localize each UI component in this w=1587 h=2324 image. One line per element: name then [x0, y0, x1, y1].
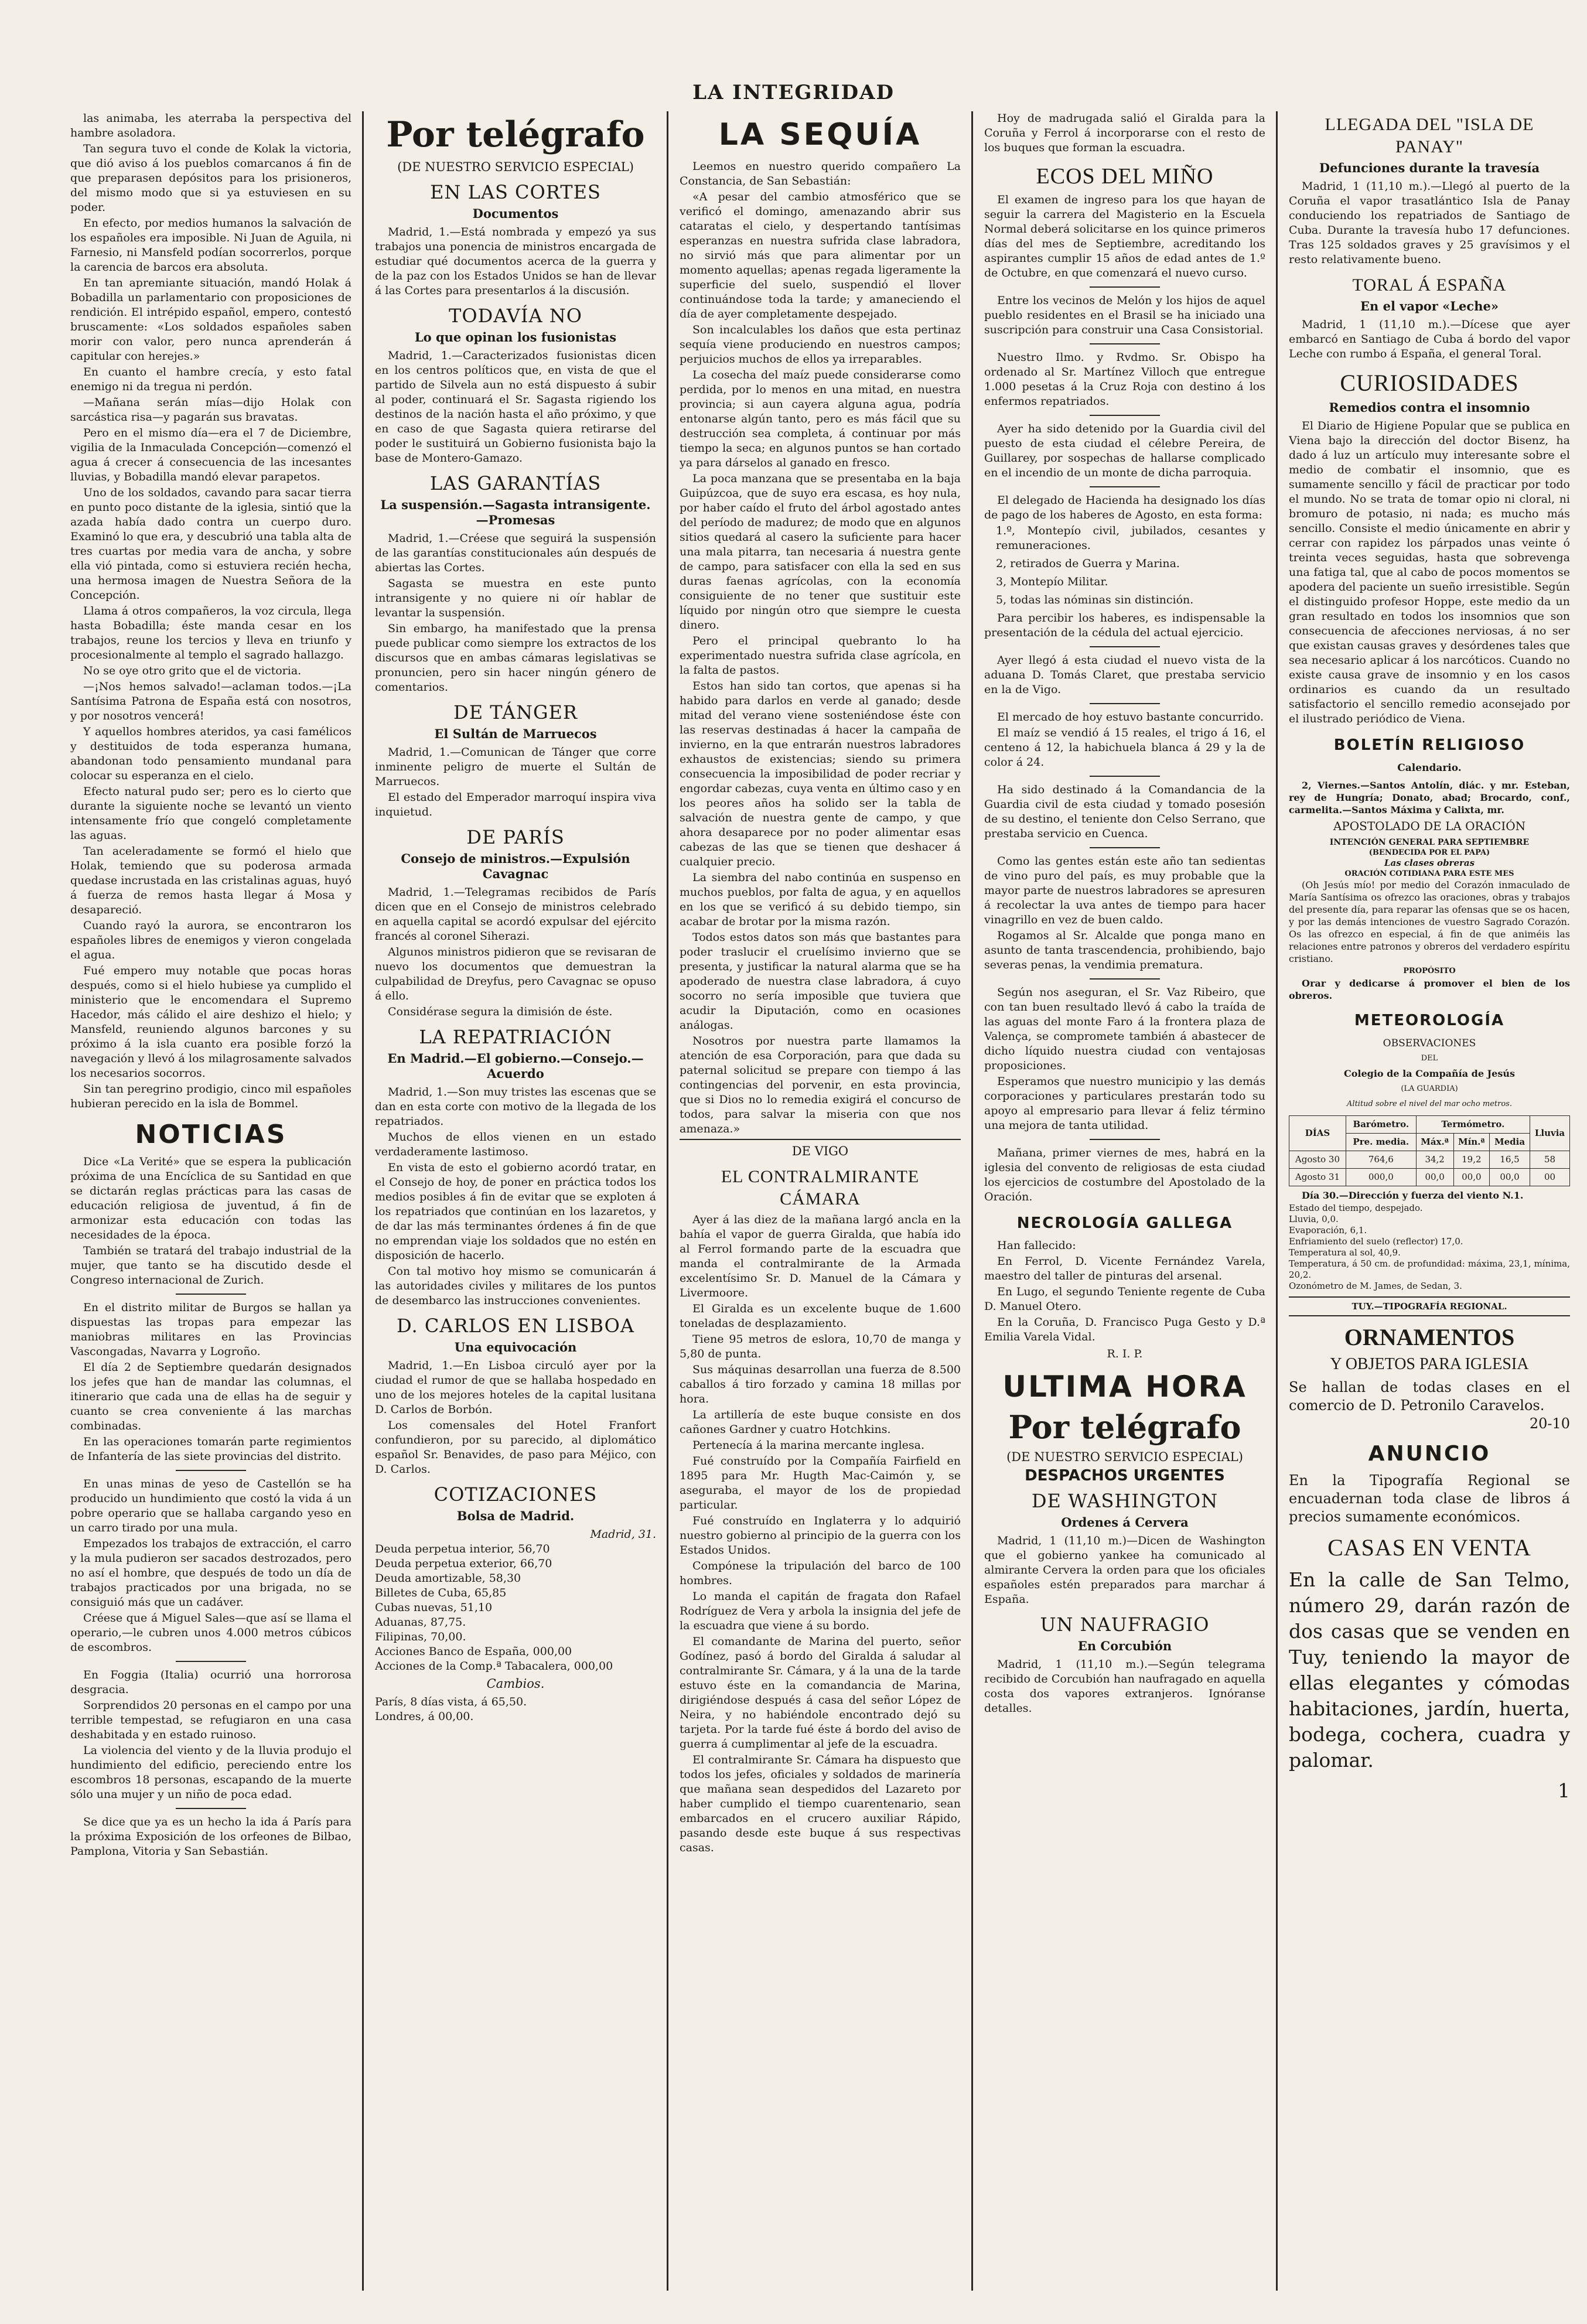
news-item: Ayer llegó á esta ciudad el nuevo vista de la aduana D. Tomás Claret, que prestaba servicio en la de Vigo. — [984, 654, 1265, 696]
subhead-caption: (LA GUARDIA) — [1401, 1084, 1458, 1093]
news-item: Esperamos que nuestro municipio y las demás corporaciones y particulares prestarán todo su apoyo al empresario para llevar á feliz término una mejora de tanta utilidad. — [984, 1075, 1265, 1132]
section-title-telegrafo-2: Por telégrafo — [1008, 1408, 1241, 1446]
news-item: El maíz se vendió á 15 reales, el trigo á 16, el centeno á 12, la habichuela blanca á 29 y la de color á 24. — [984, 726, 1265, 769]
article-paragraph: El contralmirante Sr. Cámara ha dispuesto que todos los jefes, oficiales y soldados de marinería que mañana sean despedidos del Lazareto por haber cumplido el tiempo cuarentenario, sean embarcados en el crucero auxiliar Rápido, pasando desde este buque á sus respectivas casas. — [680, 1753, 961, 1854]
article-paragraph: No se oye otro grito que el de victoria. — [83, 664, 302, 677]
subhead-caption: Colegio de la Compañía de Jesús — [1344, 1068, 1515, 1079]
article-paragraph: «A pesar del cambio atmosférico que se verificó el domingo, amenazando abrir sus cataratas el cielo, y despertando tantísimas esperanzas en nuestra sufrida clase labradora, no sirvió más que para alimentar por un momento aquellas; apenas regada ligeramente la superficie del suelo, suspendió el llover continuándose toda la tarde; y amaneciendo el día de ayer completamente despejado. — [680, 190, 961, 320]
news-item: Para percibir los haberes, es indispensable la presentación de la cédula del actual ejercicio. — [984, 612, 1265, 639]
article-paragraph: Fué empero muy notable que pocas horas después, como si el hielo hubiese ya cumplido el ministerio que le encomendara el Supremo Hacedor, más cálido el aire deshizo el hielo; y Mansfeld, reuniendo algunos barcones y su próximo á la isla cuanto era posible forzó la navegación y llevó á los milagrosamente salvados los necesarios socorros. — [70, 964, 351, 1080]
ad-title-ornamentos: ORNAMENTOS — [1344, 1324, 1515, 1350]
printer-imprint: TUY.—TIPOGRAFÍA REGIONAL. — [1289, 1296, 1570, 1316]
article-paragraph: Fué construído en Inglaterra y lo adquirió nuestro gobierno al principio de la guerra con los Estados Unidos. — [680, 1514, 961, 1557]
divider — [176, 1808, 246, 1809]
section-title-necrologia: NECROLOGÍA GALLEGA — [1016, 1214, 1233, 1232]
table-row — [1289, 1169, 1570, 1186]
subhead-despachos: DESPACHOS URGENTES — [1025, 1467, 1225, 1485]
subhead-caption: Las clases obreras — [1384, 858, 1475, 868]
subhead-caption: DEL — [1421, 1054, 1438, 1063]
article-paragraph: las animaba, les aterraba la perspectiva del hambre asoladora. — [70, 112, 351, 139]
weather-note: Ozonómetro de M. James, de Sedan, 3. — [1289, 1281, 1462, 1291]
section-title-toral: TORAL Á ESPAÑA — [1352, 275, 1507, 295]
dispatch-paragraph: Madrid, 1.—Créese que seguirá la suspensión de las garantías constitucionales aún después de abiertas las Cortes. — [375, 532, 656, 574]
table-header: Barómetro. — [1346, 1116, 1416, 1134]
table-cell: 16,5 — [1490, 1151, 1530, 1169]
subhead-caption: Consejo de ministros.—Expulsión Cavagnac — [401, 851, 630, 881]
subhead-paris: DE PARÍS — [466, 826, 565, 848]
divider — [1090, 486, 1160, 487]
article-paragraph: El comandante de Marina del puerto, señor Godínez, pasó á bordo del Giralda á saludar al contralmirante Sr. Cámara, y á la una de la tarde estuvo éste en la comandancia de Marina, dirigiéndose después á casa del señor López de Neira, y no habiéndole encontrado dejó su tarjeta. Por la tarde fué éste á bordo del aviso de guerra á cumplimentar al jefe de la escuadra. — [680, 1635, 961, 1750]
subhead-caption: (BENDECIDA POR EL PAPA) — [1368, 848, 1490, 857]
subhead-todavia: TODAVÍA NO — [448, 305, 582, 327]
news-item: El delegado de Hacienda ha designado los días de pago de los haberes de Agosto, en esta forma: — [984, 494, 1265, 521]
news-item: Nuestro Ilmo. y Rvdmo. Sr. Obispo ha ordenado al Sr. Martínez Villoch que entregue 1.000 pesetas á la Cruz Roja con destino á los enfermos repatriados. — [984, 351, 1265, 408]
section-title-meteorologia: METEOROLOGÍA — [1354, 1012, 1505, 1029]
dispatch-paragraph: Algunos ministros pidieron que se revisaran de nuevo los documentos que demuestran la culpabilidad de Dreyfus, pero Cavagnac se opuso á ello. — [375, 946, 656, 1002]
divider — [176, 1470, 246, 1471]
article-paragraph: Todos estos datos son más que bastantes para poder traslucir el cruelísimo invierno que se presenta, y justificar la natural alarma que se ha apoderado de nuestra clase labradora, á cuyo socorro no sería imposible que tuviera que acudir la Diputación, como en ocasiones análogas. — [680, 931, 961, 1032]
article-paragraph: Leemos en nuestro querido compañero La Constancia, de San Sebastián: — [680, 160, 961, 187]
obituary-rip: R. I. P. — [1107, 1347, 1143, 1360]
divider — [1090, 847, 1160, 848]
news-item: Empezados los trabajos de extracción, el carro y la mula pudieron ser sacados destrozados, pero no así el hombre, que después de todo un día de trabajos practicados por una brigada, no se consiguió más que un cadáver. — [70, 1537, 351, 1609]
subhead-repatriacion: LA REPATRIACIÓN — [419, 1026, 612, 1048]
article-paragraph: Pero en el mismo día—era el 7 de Diciembre, vigilia de la Inmaculada Concepción—comenzó el agua á crecer á consecuencia de las incesantes lluvias, y Bobadilla mandó elevar parapetos. — [70, 426, 351, 483]
section-title-curiosidades: CURIOSIDADES — [1340, 370, 1519, 396]
quote-row: Cubas nuevas, 51,10 — [375, 1601, 493, 1614]
divider — [176, 1661, 246, 1662]
news-item: El examen de ingreso para los que hayan de seguir la carrera del Magisterio en la Escuela Normal deberá solicitarse en los quince primeros días del mes de Septiembre, acreditando los aspirantes cumplir 15 años de edad antes de 1.º de Octubre, en que comenzará el nuevo curso. — [984, 193, 1265, 279]
weather-table — [1289, 1115, 1570, 1186]
subhead-caption: INTENCIÓN GENERAL PARA SEPTIEMBRE — [1329, 838, 1530, 847]
news-item: En las operaciones tomarán parte regimientos de Infantería de las siete provincias del distrito. — [70, 1435, 351, 1463]
dispatch-paragraph: Madrid, 1 (11,10 m.).—Dícese que ayer embarcó en Santiago de Cuba á bordo del vapor Leche con rumbo á España, el general Toral. — [1289, 318, 1570, 360]
news-item: Ayer ha sido detenido por la Guardia civil del puesto de esta ciudad el célebre Pereira, de Guillarey, por sospechas de hallarse complicado en el incendio de un monte de dicha parroquia. — [984, 422, 1265, 479]
article-paragraph: El Giralda es un excelente buque de 1.600 toneladas de desplazamiento. — [680, 1302, 961, 1330]
article-paragraph: La poca manzana que se presentaba en la baja Guipúzcoa, que de suyo era escasa, es hoy nula, por haber caído el fruto del árbol agostado antes del período de madurez; de modo que en algunos sitios quedará al casero la suficiente para hacer una mala pitarra, tan necesaria á nuestra gente de campo, para satisfacer con ella la sed en sus duras faenas agrícolas, con la economía consiguiente de no tener que sustituir este líquido por ningún otro que siempre le cuesta dinero. — [680, 472, 961, 632]
obituary-item: En la Coruña, D. Francisco Puga Gesto y D.ª Emilia Varela Vidal. — [984, 1316, 1265, 1343]
subhead-washington: DE WASHINGTON — [1031, 1490, 1219, 1512]
article-paragraph: La siembra del nabo continúa en suspenso en muchos pueblos, por falta de agua, y en aquellos en los que se verificó á su debido tiempo, sin acabar de brotar por la misma razón. — [680, 871, 961, 928]
table-header: Media — [1490, 1134, 1530, 1151]
column-rule — [362, 111, 364, 2291]
table-cell: Agosto 30 — [1289, 1151, 1346, 1169]
column-3 — [680, 111, 961, 2291]
quote-row: Deuda amortizable, 58,30 — [375, 1572, 521, 1585]
article-paragraph: Y aquellos hombres ateridos, ya casi famélicos y destituidos de toda esperanza humana, abandonan todo pensamiento mundanal para colocar su esperanza en el cielo. — [70, 725, 351, 782]
calendar-entry: 2, Viernes.—Santos Antolín, diác. y mr. Esteban, rey de Hungría; Donato, abad; Brocardo, conf., carmelita.—Santos Máxima y Calixta, mr. — [1289, 780, 1570, 815]
dispatch-paragraph: Considérase segura la dimisión de éste. — [388, 1005, 613, 1018]
news-item: En Foggia (Italia) ocurrió una horrorosa desgracia. — [70, 1668, 351, 1696]
section-heading-noticias: NOTICIAS — [135, 1120, 287, 1149]
subhead-caption: La suspensión.—Sagasta intransigente.—Promesas — [380, 497, 651, 527]
divider — [1090, 343, 1160, 344]
section-label-vigo: DE VIGO — [680, 1139, 961, 1159]
ad-subtitle: Y OBJETOS PARA IGLESIA — [1330, 1355, 1529, 1373]
subhead-caption: En Corcubión — [1077, 1639, 1172, 1653]
article-paragraph: En tan apremiante situación, mandó Holak á Bobadilla un parlamentario con proposiciones de rendición. El intrépido español, empero, contestó bruscamente: «Los soldados españoles saben morir con valor, pero nunca aprenderán á capitular con herejes.» — [70, 277, 351, 363]
dispatch-paragraph: Madrid, 1.—Está nombrada y empezó ya sus trabajos una ponencia de ministros encargada de estudiar qué documentos acerca de la guerra y de la paz con los Estados Unidos se han de llevar á las Cortes para presentarlos á la discusión. — [375, 226, 656, 297]
table-cell: 19,2 — [1453, 1151, 1490, 1169]
divider — [1090, 1139, 1160, 1140]
divider — [1090, 703, 1160, 704]
article-paragraph: Llama á otros compañeros, la voz circula, llega hasta Bobadilla; éste manda cesar en los trabajos, reune los tercios y lleva en triunfo y procesionalmente al templo el sagrado hallazgo. — [70, 605, 351, 661]
news-item: En unas minas de yeso de Castellón se ha producido un hundimiento que costó la vida á un pobre operario que se hallaba cargando yeso en un carro tirado por una mula. — [70, 1477, 351, 1534]
article-paragraph: Uno de los soldados, cavando para sacar tierra en punto poco distante de la iglesia, sintió que la azada había dado contra un cuerpo duro. Examinó lo que era, y descubrió una tabla alta de tres cuartas por media vara de ancha, y sobre ella vió pintada, como si estuviera recién hecha, una hermosa imagen de Nuestra Señora de la Concepción. — [70, 486, 351, 602]
subhead-caption: En el vapor «Leche» — [1360, 299, 1499, 313]
subhead-caption: Lo que opinan los fusionistas — [414, 330, 617, 344]
quote-date: Madrid, 31. — [590, 1528, 656, 1541]
weather-note: Lluvia, 0,0. — [1289, 1214, 1339, 1224]
subhead-garantias: LAS GARANTÍAS — [429, 472, 602, 494]
dispatch-paragraph: Madrid, 1.—Comunican de Tánger que corre inminente peligro de muerte el Sultán de Marruecos. — [375, 746, 656, 788]
news-item: Se dice que ya es un hecho la ida á París para la próxima Exposición de los orfeones de Bilbao, Pamplona, Vitoria y San Sebastián. — [70, 1815, 351, 1858]
article-paragraph: En cuanto el hambre crecía, y esto fatal enemigo ni da tregua ni perdón. — [70, 366, 351, 393]
subhead-caption: Documentos — [472, 206, 559, 221]
news-item: Según nos aseguran, el Sr. Vaz Ribeiro, que con tan buen resultado llevó á cabo la traída de las aguas del monte Faro á la frontera plaza de Valença, se compromete también á abastecer de dicho líquido nuestra ciudad con ventajosas proposiciones. — [984, 986, 1265, 1072]
subhead-caption: Ordenes á Cervera — [1061, 1515, 1189, 1530]
news-item: El mercado de hoy estuvo bastante concurrido. — [997, 711, 1264, 724]
weather-note: Enfriamiento del suelo (reflector) 17,0. — [1289, 1236, 1463, 1247]
section-title-camara: EL CONTRALMIRANTE CÁMARA — [721, 1167, 920, 1209]
news-item: Dice «La Verité» que se espera la publicación próxima de una Encíclica de su Santidad en que se dictarán reglas prácticas para las casas de educación religiosa de juventud, á fin de armonizar esta educación con todas las necesidades de la época. — [70, 1155, 351, 1241]
article-paragraph: Lo manda el capitán de fragata don Rafael Rodríguez de Vera y arbola la insignia del jefe de la escuadra que viene á su bordo. — [680, 1590, 961, 1632]
ad-title-anuncio: ANUNCIO — [1368, 1442, 1491, 1466]
dispatch-paragraph: Madrid, 1.—Caracterizados fusionistas dicen en los centros políticos que, en vista de que el partido de Silvela aun no está dispuesto á subir al poder, continuará el Sr. Sagasta rigiendo los destinos de la nación hasta el año próximo, y que en caso de que Sagasta quiera retirarse del poder le sustituirá un Gobierno fusionista bajo la base de Montero-Gamazo. — [375, 349, 656, 465]
subhead-caption: OBSERVACIONES — [1383, 1038, 1476, 1049]
obituary-intro: Han fallecido: — [997, 1239, 1076, 1252]
quote-row: Billetes de Cuba, 65,85 — [375, 1586, 507, 1599]
news-item: Rogamos al Sr. Alcalde que ponga mano en asunto de tanta trascendencia, prohibiendo, bajo severas penas, la vendimia prematura. — [984, 929, 1265, 971]
column-rule — [667, 111, 668, 2291]
weather-note: Temperatura al sol, 40,9. — [1289, 1247, 1401, 1258]
divider — [1090, 978, 1160, 980]
article-paragraph: Fué construído por la Compañía Fairfield en 1895 para Mr. Hugth Mac-Caimón y, se aseguraba, el mayor de los de propiedad particular. — [680, 1455, 961, 1511]
list-item: 2, retirados de Guerra y Marina. — [996, 557, 1180, 570]
table-header: Máx.ª — [1416, 1134, 1453, 1151]
subhead-cotizaciones: COTIZACIONES — [434, 1483, 598, 1506]
dispatch-paragraph: Sagasta se muestra en este punto intransigente y no quiere ni oír hablar de levantar la suspensión. — [375, 577, 656, 619]
list-item: 1.º, Montepío civil, jubilados, cesantes y remuneraciones. — [996, 524, 1265, 552]
article-paragraph: La cosecha del maíz puede considerarse como perdida, por lo menos en una mitad, en nuestra provincia; si aun cayera alguna agua, podría entonarse algún tanto, pero es más fácil que su destrucción sea completa, á continuar por más tiempo la seca; en algunos puntos se han cortado ya para dárselos al ganado en fresco. — [680, 368, 961, 469]
table-header: Termómetro. — [1416, 1116, 1530, 1134]
subhead-caption: En Madrid.—El gobierno.—Consejo.—Acuerdo — [387, 1051, 644, 1081]
article-paragraph: Tan segura tuvo el conde de Kolak la victoria, que dió aviso á los pueblos comarcanos á fin de que preparasen depósitos para los prisioneros, del mismo modo que si ya estuviesen en su poder. — [70, 142, 351, 214]
section-title-panay: LLEGADA DEL "ISLA DE PANAY" — [1325, 115, 1534, 156]
subhead-caption: Remedios contra el insomnio — [1329, 400, 1530, 415]
quote-row: París, 8 días vista, á 65,50. — [375, 1695, 527, 1708]
table-cell: 00,0 — [1453, 1169, 1490, 1186]
dispatch-paragraph: Madrid, 1.—En Lisboa circuló ayer por la ciudad el rumor de que se hallaba hospedado en uno de los mejores hoteles de la capital lusitana D. Carlos de Borbón. — [375, 1359, 656, 1416]
table-cell: 34,2 — [1416, 1151, 1453, 1169]
ad-ref: 1 — [1558, 1779, 1570, 1802]
quote-row: Londres, á 00,00. — [375, 1710, 474, 1723]
section-title-telegrafo: Por telégrafo — [386, 114, 645, 155]
article-paragraph: Son incalculables los daños que esta pertinaz sequía viene produciendo en nuestros campos; perjuicios muchos de ellos ya irreparables. — [680, 323, 961, 366]
quote-row: Aduanas, 87,75. — [375, 1616, 466, 1629]
divider — [176, 1294, 246, 1295]
list-item: 5, todas las nóminas sin distinción. — [996, 593, 1194, 606]
news-item: En el distrito militar de Burgos se hallan ya dispuestas las tropas para empezar las maniobras militares en las Provincias Vascongadas, Navarra y Logroño. — [70, 1301, 351, 1358]
article-paragraph: Compónese la tripulación del barco de 100 hombres. — [680, 1559, 961, 1587]
column-rule — [971, 111, 973, 2291]
news-item: Como las gentes están este año tan sedientas de vino puro del país, es muy probable que la mayor parte de nuestros labradores se apresuren á recolectar la uva antes de tiempo para hacer vinagrillo en vez de buen caldo. — [984, 855, 1265, 926]
table-cell: 00 — [1530, 1169, 1569, 1186]
divider — [1090, 415, 1160, 416]
table-header: Lluvia — [1530, 1116, 1569, 1151]
article-paragraph: Nosotros por nuestra parte llamamos la atención de esa Corporación, para que dada su paternal solicitud se prepare con tiempo á las contingencias del porvenir, en esta provincia, que si Dios no lo remedia exigirá el concurso de todos, para salvar la miseria con que nos amenaza.» — [680, 1035, 961, 1135]
subhead-naufragio: UN NAUFRAGIO — [1040, 1613, 1210, 1636]
ad-title-casas: CASAS EN VENTA — [1327, 1534, 1531, 1561]
subhead-cortes: EN LAS CORTES — [430, 181, 601, 203]
divider — [1090, 646, 1160, 647]
column-1 — [70, 111, 351, 2291]
masthead: LA INTEGRIDAD — [692, 81, 895, 104]
subhead-caption: El Sultán de Marruecos — [434, 726, 597, 741]
ad-text: Se hallan de todas clases en el comercio de D. Petronilo Caravelos. — [1289, 1379, 1570, 1414]
news-item: Ha sido destinado á la Comandancia de la Guardia civil de esta ciudad y tomado posesión de su destino, el teniente don Celso Serrano, que prestaba servicio en Cuenca. — [984, 783, 1265, 840]
column-5 — [1289, 111, 1570, 2291]
column-rule — [1276, 111, 1278, 2291]
column-2 — [375, 111, 656, 2291]
ad-text: En la Tipografía Regional se encuadernan toda clase de libros á precios sumamente económicos. — [1289, 1472, 1570, 1525]
prayer-text: Orar y dedicarse á promover el bien de los obreros. — [1289, 978, 1570, 1001]
article-paragraph: Pero el principal quebranto lo ha experimentado nuestra sufrida clase agrícola, en la falta de pastos. — [680, 634, 961, 677]
dispatch-paragraph: El estado del Emperador marroquí inspira viva inquietud. — [375, 791, 656, 818]
quote-row: Acciones de la Comp.ª Tabacalera, 000,00 — [375, 1660, 613, 1673]
article-paragraph: Cuando rayó la aurora, se encontraron los españoles libres de enemigos y vieron congelada el agua. — [70, 919, 351, 961]
subhead-caption: Defunciones durante la travesía — [1319, 161, 1540, 175]
table-cell: 000,0 — [1346, 1169, 1416, 1186]
article-paragraph: Pertenecía á la marina mercante inglesa. — [692, 1439, 925, 1452]
news-item: También se tratará del trabajo industrial de la mujer, que tanto se ha discutido desde el Congreso internacional de Zurich. — [70, 1244, 351, 1286]
section-title-ecos: ECOS DEL MIÑO — [1036, 164, 1214, 189]
section-title-sequia: LA SEQUÍA — [718, 117, 922, 152]
news-item: Entre los vecinos de Melón y los hijos de aquel pueblo residentes en el Brasil se ha iniciado una suscripción para construir una Casa Consistorial. — [984, 294, 1265, 336]
subhead-tanger: DE TÁNGER — [453, 701, 578, 724]
table-header: Pre. media. — [1346, 1134, 1416, 1151]
article-paragraph: El Diario de Higiene Popular que se publica en Viena bajo la dirección del doctor Bisenz, ha dado á luz un artículo muy interesante sobre el medio de combatir el insomnio, que es sumamente sencillo y fácil de practicar por todo el mundo. No se trata de tomar opio ni cloral, ni bromuro de potasio, ni nada; es mucho más sencillo. Consiste el medio únicamente en abrir y cerrar con rapidez los párpados unas veinte ó treinta veces seguidas, hasta que sobrevenga una fatiga tal, que al cabo de pocos momentos se apodera del paciente un sueño irresistible. Según el distinguido profesor Hoppe, este medio da un gran resultado en todos los insomnios que son consecuencia de afecciones nerviosas, á no ser que existan causas graves y desórdenes tales que sea necesario aplicar á los narcóticos. Cuando no existe causa grave de insomnio y en los casos ordinarios es cuando da un resultado satisfactorio el sencillo remedio aconsejado por el ilustrado periódico de Viena. — [1289, 419, 1570, 725]
table-row — [1289, 1151, 1570, 1169]
table-cell: 00,0 — [1416, 1169, 1453, 1186]
dispatch-paragraph: Madrid, 1.—Telegramas recibidos de París dicen que en el Consejo de ministros celebrado en aquella capital se acordó expulsar del ejército francés al coronel Siherazi. — [375, 886, 656, 943]
dispatch-paragraph: Madrid, 1 (11,10 m.)—Dicen de Washington que el gobierno yankee ha comunicado al almirante Cervera la orden para que los oficiales españoles estén preparados para marchar á España. — [984, 1534, 1265, 1606]
weather-note: Estado del tiempo, despejado. — [1289, 1203, 1423, 1213]
article-paragraph: —Mañana serán mías—dijo Holak con sarcástica risa—y pagarán sus bravatas. — [70, 396, 351, 424]
article-paragraph: Sus máquinas desarrollan una fuerza de 8.500 caballos á tiro forzado y camina 18 millas por hora. — [680, 1363, 961, 1405]
table-cell: 00,0 — [1490, 1169, 1530, 1186]
obituary-item: En Lugo, el segundo Teniente regente de Cuba D. Manuel Otero. — [984, 1285, 1265, 1313]
article-paragraph: Sin tan peregrino prodigio, cinco mil españoles hubieran perecido en la isla de Bommel. — [70, 1083, 351, 1110]
weather-note: Día 30.—Dirección y fuerza del viento N.1. — [1302, 1190, 1524, 1201]
ad-text: En la calle de San Telmo, número 29, darán razón de dos casas que se venden en Tuy, teniendo la mayor de ellas elegantes y cómodas habitaciones, jardín, huerta, bodega, cochera, cuadra y palomar. — [1289, 1568, 1570, 1772]
table-header: DÍAS — [1289, 1116, 1346, 1151]
section-subtitle: (DE NUESTRO SERVICIO ESPECIAL) — [1006, 1450, 1243, 1464]
subhead-caption: Una equivocación — [454, 1340, 577, 1354]
prayer-text: (Oh Jesús mío! por medio del Corazón inmaculado de María Santísima os ofrezco las oraciones, obras y trabajos del presente día, para reparar las ofensas que se os hacen, y por las demás intenciones de vuestro Sagrado Corazón. Os las ofrezco en especial, á fin de que animéis las relaciones entre patronos y obreros del verdadero espíritu cristiano. — [1289, 879, 1570, 964]
article-paragraph: Tiene 95 metros de eslora, 10,70 de manga y 5,80 de punta. — [680, 1333, 961, 1360]
news-item: El día 2 de Septiembre quedarán designados los jefes que han de mandar las columnas, el itinerario que cada una de ellas ha de seguir y cuanto se crea conveniente á las marchas combinadas. — [70, 1361, 351, 1432]
news-item: Sorprendidos 20 personas en el campo por una terrible tempestad, se refugiaron en una casa deshabitada y en estado ruinoso. — [70, 1699, 351, 1741]
dispatch-paragraph: Sin embargo, ha manifestado que la prensa puede publicar como siempre los extractos de los discursos que en ambas cámaras legislativas se pronuncien, pero sin hacer ningún género de comentarios. — [375, 622, 656, 694]
subhead-caption: ORACIÓN COTIDIANA PARA ESTE MES — [1344, 869, 1514, 878]
article-paragraph: Ayer á las diez de la mañana largó ancla en la bahía el vapor de guerra Giralda, que había ido al Ferrol formando parte de la escuadra que manda el contralmirante de la Armada excelentísimo Sr. D. Manuel de la Cámara y Livermoore. — [680, 1213, 961, 1299]
weather-note: Evaporación, 6,1. — [1289, 1225, 1367, 1236]
subhead-cambios: Cambios. — [486, 1677, 545, 1691]
dispatch-paragraph: Los comensales del Hotel Franfort confundieron, por su parecido, al diplomático español Sr. Benavides, de paso para Méjico, con D. Carlos. — [375, 1419, 656, 1476]
article-paragraph: —¡Nos hemos salvado!—aclaman todos.—¡La Santísima Patrona de España está con nosotros, y por nosotros vencerá! — [70, 680, 351, 722]
article-paragraph: En efecto, por medios humanos la salvación de los españoles era imposible. Ni Juan de Aguila, ni Farnesio, ni Mansfeld podían socorrerlos, porque la carencia de barcos era absoluta. — [70, 217, 351, 274]
quote-row: Filipinas, 70,00. — [375, 1630, 466, 1643]
section-subtitle: (DE NUESTRO SERVICIO ESPECIAL) — [397, 160, 634, 174]
column-4 — [984, 111, 1265, 2291]
quote-row: Acciones Banco de España, 000,00 — [375, 1645, 572, 1658]
divider — [1090, 776, 1160, 777]
article-paragraph: Tan aceleradamente se formó el hielo que Holak, temiendo que su poderosa armada quedase incrustada en las cristalinas aguas, huyó á fuerza de remos hasta llegar á Mosa y desapareció. — [70, 845, 351, 916]
subhead-caption: PROPÓSITO — [1403, 967, 1456, 975]
news-item: Créese que á Miguel Sales—que así se llama el operario,—le cubren unos 4.000 metros cúbicos de escombros. — [70, 1612, 351, 1654]
ad-ref: 20-10 — [1529, 1415, 1570, 1432]
subhead-apostolado: APOSTOLADO DE LA ORACIÓN — [1333, 819, 1526, 833]
news-item: La violencia del viento y de la lluvia produjo el hundimiento del edificio, pereciendo entre los escombros 18 personas, escapando de la muerte sólo una mujer y un niño de poca edad. — [70, 1744, 351, 1801]
table-cell: 58 — [1530, 1151, 1569, 1169]
dispatch-paragraph: Madrid, 1.—Son muy tristes las escenas que se dan en esta corte con motivo de la llegada de los repatriados. — [375, 1086, 656, 1128]
article-paragraph: Hoy de madrugada salió el Giralda para la Coruña y Ferrol á incorporarse con el resto de los buques que forman la escuadra. — [984, 112, 1265, 154]
dispatch-paragraph: Madrid, 1 (11,10 m.).—Según telegrama recibido de Corcubión han naufragado en aquella costa dos vapores extranjeros. Ignóranse detalles. — [984, 1658, 1265, 1715]
divider — [1090, 286, 1160, 288]
news-item: Mañana, primer viernes de mes, habrá en la iglesia del convento de religiosas de esta ciudad los ejercicios de costumbre del Apostolado de la Oración. — [984, 1146, 1265, 1203]
subhead-caption: Bolsa de Madrid. — [456, 1509, 575, 1523]
dispatch-paragraph: Con tal motivo hoy mismo se comunicarán á las autoridades civiles y militares de los puntos de desembarco las instrucciones convenientes. — [375, 1265, 656, 1307]
article-paragraph: Estos han sido tan cortos, que apenas si ha habido para darlos en verde al ganado; desde mitad del verano viene sosteniéndose éste con las reservas destinadas á hacer la campaña de invierno, en la que entrarán nuestros labradores exhaustos de existencias; siendo su primera consecuencia la imposibilidad de poder recriar y engordar cabezas, cuya venta en último caso y en los peores años ha solido ser la tabla de salvación de nuestra gente de campo, y que ahora desaparece por no poder alimentar esas cabezas de las que se tienen que deshacer á cualquier precio. — [680, 680, 961, 868]
table-header: Mín.ª — [1453, 1134, 1490, 1151]
weather-note: Temperatura, á 50 cm. de profundidad: máxima, 23,1, mínima, 20,2. — [1289, 1258, 1570, 1280]
subhead-caption: Altitud sobre el nivel del mar ocho metros. — [1347, 1100, 1512, 1108]
subhead-carlos: D. CARLOS EN LISBOA — [397, 1315, 634, 1337]
section-title-ultima-hora: ULTIMA HORA — [1002, 1370, 1247, 1404]
article-paragraph: Efecto natural pudo ser; pero es lo cierto que durante la siguiente noche se levantó un viento intensamente frío que congeló completamente las aguas. — [70, 785, 351, 842]
list-item: 3, Montepío Militar. — [996, 575, 1108, 588]
table-cell: 764,6 — [1346, 1151, 1416, 1169]
dispatch-paragraph: Muchos de ellos vienen en un estado verdaderamente lastimoso. — [375, 1131, 656, 1158]
quote-row: Deuda perpetua exterior, 66,70 — [375, 1557, 552, 1570]
article-paragraph: La artillería de este buque consiste en dos cañones Gardner y cuatro Hotchkins. — [680, 1408, 961, 1436]
quote-row: Deuda perpetua interior, 56,70 — [375, 1542, 550, 1555]
section-title-boletin: BOLETÍN RELIGIOSO — [1333, 736, 1525, 754]
dispatch-paragraph: Madrid, 1 (11,10 m.).—Llegó al puerto de la Coruña el vapor trasatlántico Isla de Panay conduciendo los repatriados de Santiago de Cuba. Durante la travesía hubo 17 defunciones. Tras 125 soldados graves y 25 gravísimos y el resto relativamente bueno. — [1289, 180, 1570, 266]
table-cell: Agosto 31 — [1289, 1169, 1346, 1186]
obituary-item: En Ferrol, D. Vicente Fernández Varela, maestro del taller de pinturas del arsenal. — [984, 1255, 1265, 1282]
dispatch-paragraph: En vista de esto el gobierno acordó tratar, en el Consejo de hoy, de poner en práctica todos los medios posibles á fin de evitar que se exploten á los repatriados que continúan en los lazaretos, y de dar las más terminantes órdenes á fin de que no emprendan viaje los soldados que no estén en disposición de hacerlo. — [375, 1161, 656, 1262]
subhead-caption: Calendario. — [1397, 762, 1462, 774]
